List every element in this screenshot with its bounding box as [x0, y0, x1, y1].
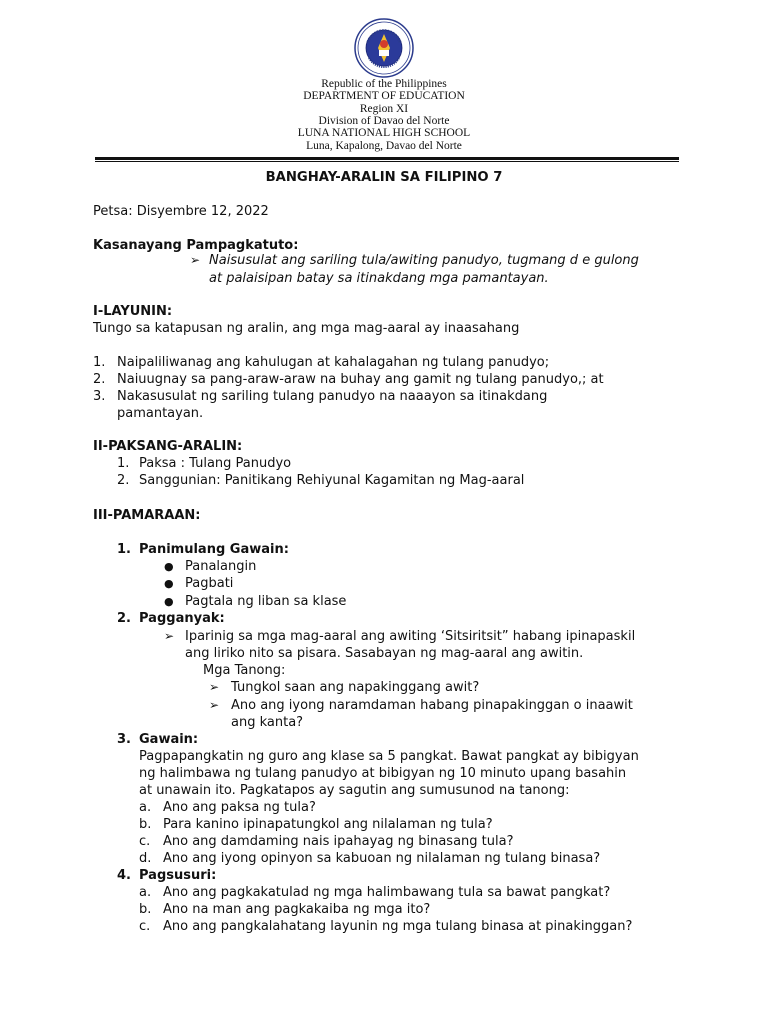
bullet-item: Pagtala ng liban sa klase: [185, 594, 347, 609]
tanong-label: Mga Tanong:: [203, 663, 286, 678]
layunin-item-num: 3.: [93, 389, 106, 404]
step-title: Gawain:: [139, 732, 199, 747]
step-title: Panimulang Gawain:: [139, 542, 289, 557]
bullet-item: Panalangin: [185, 559, 257, 574]
header-department: DEPARTMENT OF EDUCATION: [303, 90, 465, 102]
header-region: Region XI: [359, 103, 409, 115]
tanong-item: Tungkol saan ang napakinggang awit?: [231, 680, 480, 695]
layunin-item-num: 2.: [93, 372, 106, 387]
header-address: Luna, Kapalong, Davao del Norte: [306, 140, 462, 152]
layunin-heading: I-LAYUNIN:: [93, 304, 173, 319]
bullet-icon: ●: [164, 595, 174, 608]
gawain-line: at unawain ito. Pagkatapos ay sagutin ang sumusunod na tanong:: [139, 783, 570, 798]
arrow-bullet-icon: ➢: [209, 680, 220, 694]
paksa-item-num: 2.: [117, 473, 130, 488]
step-number: 2.: [117, 611, 131, 626]
gawain-item: Ano ang damdaming nais ipahayag ng binasang tula?: [163, 834, 514, 849]
step-number: 1.: [117, 542, 131, 557]
pagsusuri-item-letter: b.: [139, 902, 152, 917]
kasanayan-heading: Kasanayang Pampagkatuto:: [93, 238, 299, 253]
arrow-bullet-icon: ➢: [190, 253, 201, 267]
bullet-icon: ●: [164, 560, 174, 573]
gawain-item: Ano ang iyong opinyon sa kabuoan ng nilalaman ng tulang binasa?: [163, 851, 601, 866]
arrow-bullet-icon: ➢: [164, 629, 175, 643]
gawain-item-letter: a.: [139, 800, 152, 815]
gawain-item-letter: d.: [139, 851, 152, 866]
bullet-icon: ●: [164, 577, 174, 590]
tanong-item: Ano ang iyong naramdaman habang pinapakinggan o inaawit: [231, 698, 633, 713]
pagsusuri-item-letter: a.: [139, 885, 152, 900]
header-republic: Republic of the Philippines: [321, 78, 447, 90]
kasanayan-line-1: Naisusulat ang sariling tula/awiting panudyo, tugmang d e gulong: [209, 253, 639, 268]
kasanayan-line-2: at palaisipan batay sa itinakdang mga pamantayan.: [209, 271, 549, 286]
layunin-item: Naiuugnay sa pang-araw-araw na buhay ang gamit ng tulang panudyo,; at: [117, 372, 604, 387]
gawain-line: Pagpapangkatin ng guro ang klase sa 5 pangkat. Bawat pangkat ay bibigyan: [139, 749, 639, 764]
step-number: 3.: [117, 732, 131, 747]
pagganyak-line: Iparinig sa mga mag-aaral ang awiting ‘Sitsiritsit” habang ipinapaskil: [185, 629, 636, 644]
step-number: 4.: [117, 868, 131, 883]
header-division: Division of Davao del Norte: [318, 115, 450, 127]
layunin-item: Naipaliliwanag ang kahulugan at kahalagahan ng tulang panudyo;: [117, 355, 550, 370]
pagsusuri-item-letter: c.: [139, 919, 151, 934]
header-divider-thick: [95, 157, 679, 160]
layunin-item-cont: pamantayan.: [117, 406, 204, 421]
document-title: BANGHAY-ARALIN SA FILIPINO 7: [265, 170, 503, 185]
step-title: Pagganyak:: [139, 611, 225, 626]
layunin-item: Nakasusulat ng sariling tulang panudyo na naaayon sa itinakdang: [117, 389, 548, 404]
step-title: Pagsusuri:: [139, 868, 217, 883]
arrow-bullet-icon: ➢: [209, 698, 220, 712]
paksa-item: Paksa : Tulang Panudyo: [139, 456, 292, 471]
gawain-line: ng halimbawa ng tulang panudyo at bibigyan ng 10 minuto upang basahin: [139, 766, 627, 781]
paksa-item-num: 1.: [117, 456, 130, 471]
deped-seal-logo: [354, 18, 414, 78]
pamaraan-heading: III-PAMARAAN:: [93, 508, 201, 523]
header-divider-thin: [95, 161, 679, 162]
gawain-item: Ano ang paksa ng tula?: [163, 800, 316, 815]
date-line: Petsa: Disyembre 12, 2022: [93, 204, 269, 219]
gawain-item-letter: c.: [139, 834, 151, 849]
layunin-intro: Tungo sa katapusan ng aralin, ang mga mag-aaral ay inaasahang: [93, 321, 520, 336]
bullet-item: Pagbati: [185, 576, 234, 591]
tanong-item-cont: ang kanta?: [231, 715, 304, 730]
pagsusuri-item: Ano ang pagkakatulad ng mga halimbawang tula sa bawat pangkat?: [163, 885, 611, 900]
pagsusuri-item: Ano ang pangkalahatang layunin ng mga tulang binasa at pinakinggan?: [163, 919, 633, 934]
paksa-heading: II-PAKSANG-ARALIN:: [93, 439, 243, 454]
gawain-item-letter: b.: [139, 817, 152, 832]
pagganyak-line: ang liriko nito sa pisara. Sasabayan ng mag-aaral ang awitin.: [185, 646, 584, 661]
gawain-item: Para kanino ipinapatungkol ang nilalaman ng tula?: [163, 817, 493, 832]
pagsusuri-item: Ano na man ang pagkakaiba ng mga ito?: [163, 902, 431, 917]
paksa-item: Sanggunian: Panitikang Rehiyunal Kagamitan ng Mag-aaral: [139, 473, 525, 488]
header-school: LUNA NATIONAL HIGH SCHOOL: [297, 127, 471, 139]
layunin-item-num: 1.: [93, 355, 106, 370]
